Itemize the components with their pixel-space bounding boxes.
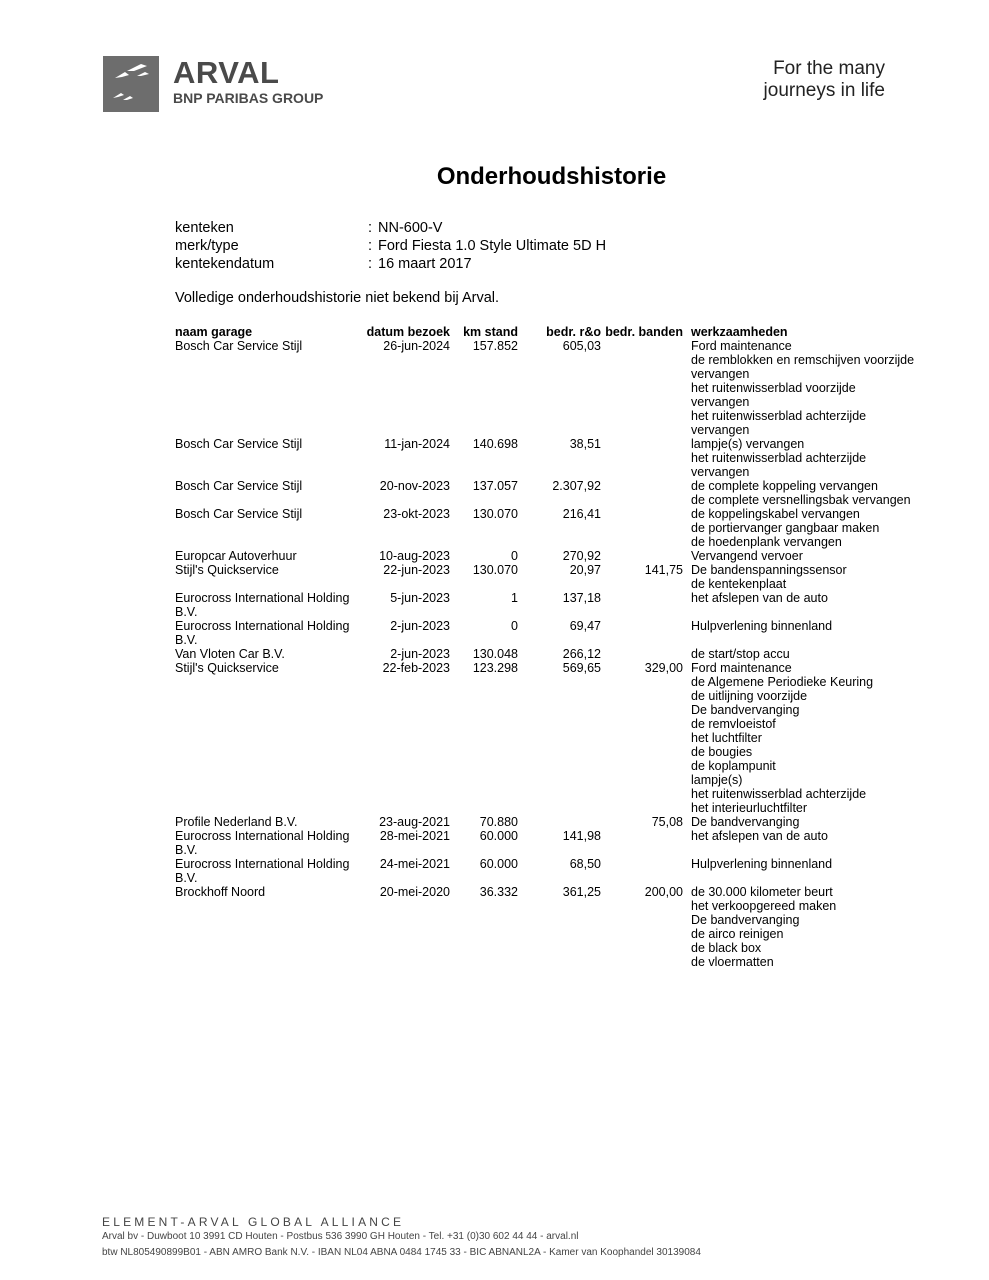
cell-tires — [601, 857, 683, 885]
work-item: de remblokken en remschijven voorzijde — [691, 353, 915, 367]
cell-work — [683, 885, 916, 969]
cell-tires: 75,08 — [651, 815, 683, 829]
table-row — [175, 479, 916, 507]
cell-work — [683, 647, 916, 661]
cell-km: 60.000 — [479, 829, 518, 843]
table-row — [175, 549, 916, 563]
cell-date: 2-jun-2023 — [390, 619, 450, 633]
header-work: werkzaamheden — [691, 325, 788, 339]
header-date: datum bezoek — [366, 325, 450, 339]
work-item: het ruitenwisserblad achterzijde — [691, 451, 867, 465]
field-label: kentekendatum — [175, 256, 275, 272]
cell-ro: 20,97 — [569, 563, 601, 577]
cell-garage: Van Vloten Car B.V. — [175, 647, 285, 661]
footer — [102, 1215, 701, 1261]
work-item: de bougies — [691, 745, 753, 759]
work-item: lampje(s) vervangen — [691, 437, 805, 451]
table-row — [175, 339, 916, 437]
footer-alliance: ELEMENT-ARVAL GLOBAL ALLIANCE — [102, 1215, 405, 1229]
cell-garage: Stijl's Quickservice — [175, 661, 279, 675]
work-item: het ruitenwisserblad achterzijde — [691, 409, 867, 423]
work-item: De bandvervanging — [691, 815, 800, 829]
work-item: De bandvervanging — [691, 913, 800, 927]
work-item: de complete koppeling vervangen — [691, 479, 878, 493]
cell-tires — [601, 549, 683, 563]
cell-date: 23-aug-2021 — [379, 815, 450, 829]
cell-ro: 68,50 — [569, 857, 601, 871]
work-item: het luchtfilter — [691, 731, 762, 745]
cell-km: 0 — [511, 619, 518, 633]
cell-work — [683, 857, 916, 885]
cell-garage: Bosch Car Service Stijl — [175, 507, 303, 521]
cell-work — [683, 591, 916, 619]
cell-work — [683, 507, 916, 549]
table-row — [175, 857, 916, 885]
work-item: vervangen — [691, 465, 750, 479]
field-separator: : — [368, 220, 373, 236]
table-header-row — [175, 324, 916, 339]
work-item: het verkoopgereed maken — [691, 899, 837, 913]
cell-work — [683, 437, 916, 479]
cell-date: 11-jan-2024 — [384, 437, 450, 451]
history-note: Volledige onderhoudshistorie niet bekend bij Arval. — [175, 290, 500, 306]
work-item: de kentekenplaat — [691, 577, 787, 591]
cell-tires — [601, 591, 683, 619]
work-item: Vervangend vervoer — [691, 549, 803, 563]
cell-date: 20-nov-2023 — [379, 479, 450, 493]
birds-icon — [103, 56, 159, 112]
tagline-line1: For the many — [773, 58, 885, 79]
cell-garage: Profile Nederland B.V. — [175, 815, 298, 829]
cell-garage: Europcar Autoverhuur — [175, 549, 297, 563]
work-item: de Algemene Periodieke Keuring — [691, 675, 874, 689]
cell-km: 130.070 — [472, 563, 518, 577]
field-separator: : — [368, 238, 373, 254]
table-row — [175, 815, 916, 829]
cell-date: 5-jun-2023 — [390, 591, 450, 605]
tagline-line2: journeys in life — [763, 80, 885, 101]
cell-km: 137.057 — [472, 479, 518, 493]
cell-work — [683, 549, 916, 563]
logo-group: BNP PARIBAS GROUP — [173, 90, 324, 106]
work-item: vervangen — [691, 423, 750, 437]
cell-date: 2-jun-2023 — [390, 647, 450, 661]
table-row — [175, 829, 916, 857]
cell-garage: Eurocross International Holding B.V. — [175, 591, 350, 619]
cell-work — [683, 479, 916, 507]
cell-date: 22-feb-2023 — [382, 661, 450, 675]
cell-km: 140.698 — [472, 437, 518, 451]
cell-work — [683, 563, 916, 591]
work-item: Hulpverlening binnenland — [691, 619, 833, 633]
cell-ro: 216,41 — [562, 507, 601, 521]
cell-ro: 38,51 — [569, 437, 601, 451]
cell-km: 36.332 — [479, 885, 518, 899]
work-item: de airco reinigen — [691, 927, 784, 941]
cell-work — [683, 661, 916, 815]
cell-ro — [518, 815, 601, 829]
header-ro: bedr. r&o — [546, 325, 601, 339]
table-row — [175, 437, 916, 479]
table-row — [175, 507, 916, 549]
logo-name: ARVAL — [173, 55, 280, 90]
cell-garage: Brockhoff Noord — [175, 885, 266, 899]
cell-km: 0 — [511, 549, 518, 563]
cell-garage: Bosch Car Service Stijl — [175, 479, 303, 493]
cell-km: 130.070 — [472, 507, 518, 521]
table-row — [175, 885, 916, 969]
cell-ro: 605,03 — [562, 339, 601, 353]
work-item: lampje(s) — [691, 773, 743, 787]
work-item: de black box — [691, 941, 762, 955]
cell-date: 20-mei-2020 — [379, 885, 450, 899]
cell-garage: Stijl's Quickservice — [175, 563, 279, 577]
work-item: het afslepen van de auto — [691, 829, 828, 843]
cell-tires — [601, 829, 683, 857]
cell-tires — [601, 437, 683, 479]
cell-tires — [601, 647, 683, 661]
cell-tires — [601, 619, 683, 647]
cell-ro: 270,92 — [562, 549, 601, 563]
cell-work — [683, 829, 916, 857]
cell-garage: Bosch Car Service Stijl — [175, 339, 303, 353]
cell-km: 60.000 — [479, 857, 518, 871]
cell-ro: 569,65 — [562, 661, 601, 675]
work-item: het interieurluchtfilter — [691, 801, 808, 815]
vehicle-field — [175, 237, 606, 255]
work-item: De bandenspanningssensor — [691, 563, 847, 577]
vehicle-field — [175, 255, 606, 273]
cell-tires: 329,00 — [644, 661, 683, 675]
cell-ro: 69,47 — [569, 619, 601, 633]
work-item: Ford maintenance — [691, 661, 792, 675]
work-item: het ruitenwisserblad voorzijde — [691, 381, 856, 395]
maintenance-table — [175, 324, 916, 969]
work-item: de 30.000 kilometer beurt — [691, 885, 833, 899]
work-item: de portiervanger gangbaar maken — [691, 521, 880, 535]
cell-date: 10-aug-2023 — [379, 549, 450, 563]
work-item: Ford maintenance — [691, 339, 792, 353]
work-item: De bandvervanging — [691, 703, 800, 717]
cell-km: 70.880 — [479, 815, 518, 829]
cell-tires — [601, 339, 683, 437]
table-row — [175, 647, 916, 661]
cell-date: 28-mei-2021 — [379, 829, 450, 843]
work-item: het ruitenwisserblad achterzijde — [691, 787, 867, 801]
table-row — [175, 619, 916, 647]
vehicle-field — [175, 219, 606, 237]
work-item: het afslepen van de auto — [691, 591, 828, 605]
field-value: NN-600-V — [378, 220, 443, 236]
work-item: Hulpverlening binnenland — [691, 857, 833, 871]
cell-work — [683, 619, 916, 647]
arval-logo-mark — [103, 56, 159, 112]
field-label: kenteken — [175, 220, 234, 236]
page-title: Onderhoudshistorie — [436, 163, 667, 190]
cell-ro: 141,98 — [562, 829, 601, 843]
field-label: merk/type — [175, 238, 239, 254]
cell-work — [683, 339, 916, 437]
footer-bank: btw NL805490899B01 - ABN AMRO Bank N.V. - IBAN NL04 ABNA 0484 1745 33 - BIC ABNANL2A - Kamer van Koophandel 30139084 — [102, 1247, 701, 1258]
cell-ro: 266,12 — [562, 647, 601, 661]
field-separator: : — [368, 256, 373, 272]
work-item: vervangen — [691, 395, 750, 409]
work-item: de hoedenplank vervangen — [691, 535, 842, 549]
cell-km: 1 — [511, 591, 518, 605]
cell-garage: Eurocross International Holding B.V. — [175, 619, 350, 647]
cell-tires: 141,75 — [644, 563, 683, 577]
cell-tires: 200,00 — [644, 885, 683, 899]
cell-ro: 361,25 — [562, 885, 601, 899]
work-item: de remvloeistof — [691, 717, 776, 731]
work-item: vervangen — [691, 367, 750, 381]
cell-date: 24-mei-2021 — [379, 857, 450, 871]
footer-address: Arval bv - Duwboot 10 3991 CD Houten - Postbus 536 3990 GH Houten - Tel. +31 (0)30 602 44 44 - arval.nl — [102, 1231, 579, 1242]
cell-garage: Eurocross International Holding B.V. — [175, 857, 350, 885]
work-item: de koplampunit — [691, 759, 776, 773]
cell-km: 123.298 — [472, 661, 518, 675]
cell-ro: 2.307,92 — [552, 479, 601, 493]
work-item: de complete versnellingsbak vervangen — [691, 493, 911, 507]
cell-tires — [601, 507, 683, 549]
vehicle-info — [175, 219, 606, 273]
cell-tires — [601, 479, 683, 507]
work-item: de uitlijning voorzijde — [691, 689, 808, 703]
cell-km: 130.048 — [472, 647, 518, 661]
table-row — [175, 563, 916, 591]
tagline — [764, 58, 885, 102]
cell-date: 23-okt-2023 — [383, 507, 450, 521]
cell-garage: Bosch Car Service Stijl — [175, 437, 303, 451]
work-item: de koppelingskabel vervangen — [691, 507, 860, 521]
header-garage: naam garage — [175, 325, 253, 339]
cell-work — [683, 815, 916, 829]
cell-date: 26-jun-2024 — [383, 339, 450, 353]
header-tires: bedr. banden — [605, 325, 683, 339]
work-item: de start/stop accu — [691, 647, 790, 661]
cell-garage: Eurocross International Holding B.V. — [175, 829, 350, 857]
header-km: km stand — [463, 325, 518, 339]
table-row — [175, 661, 916, 815]
table-row — [175, 591, 916, 619]
field-value: 16 maart 2017 — [378, 256, 472, 272]
cell-ro: 137,18 — [562, 591, 601, 605]
cell-date: 22-jun-2023 — [383, 563, 450, 577]
work-item: de vloermatten — [691, 955, 774, 969]
field-value: Ford Fiesta 1.0 Style Ultimate 5D H — [378, 238, 607, 254]
cell-km: 157.852 — [472, 339, 518, 353]
